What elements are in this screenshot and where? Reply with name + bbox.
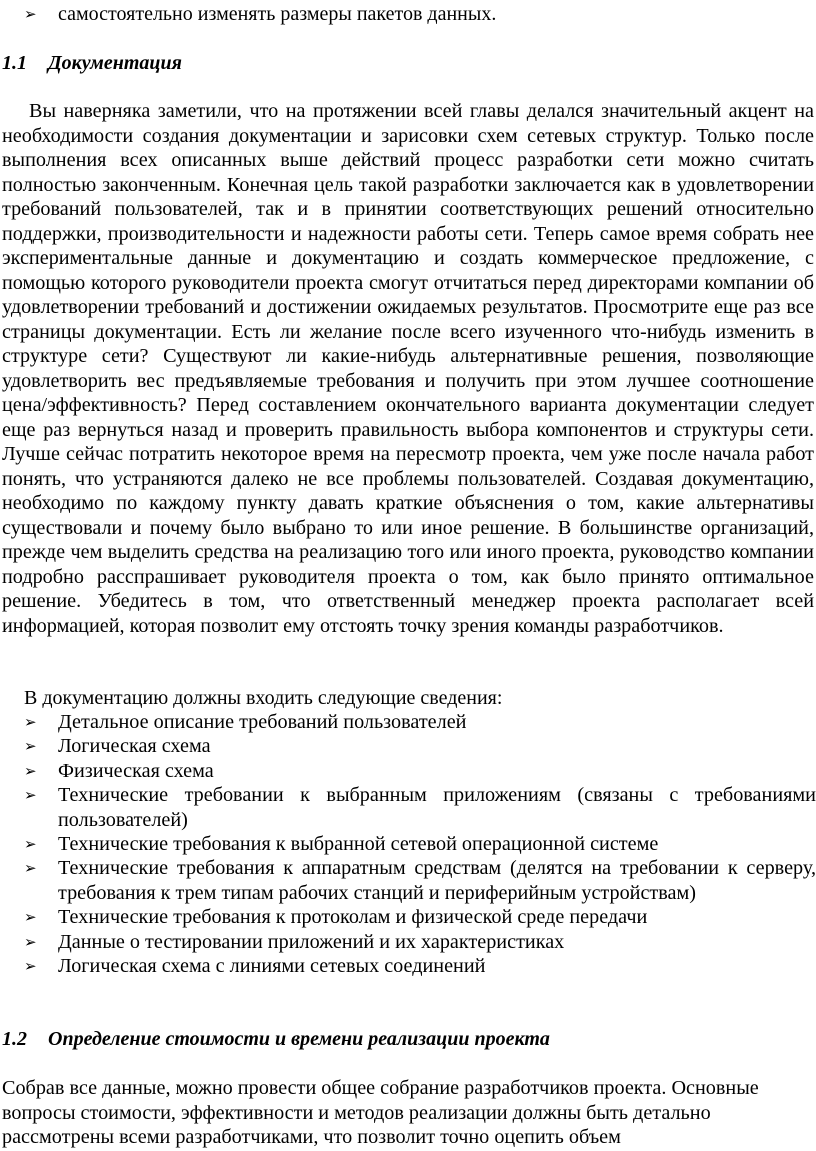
arrow-bullet-icon: ➢	[24, 5, 37, 23]
arrow-bullet-icon: ➢	[24, 835, 37, 854]
list-item: ➢ Логическая схема с линиями сетевых соединений	[24, 955, 486, 978]
top-bullet-text: самостоятельно изменять размеры пакетов данных.	[58, 3, 497, 25]
list-item: ➢ Технические требовании к выбранным приложениям (связаны с требованиями пользователей)	[24, 784, 816, 831]
section-title: Документация	[48, 52, 182, 74]
arrow-bullet-icon: ➢	[24, 737, 37, 756]
section-heading-1	[2, 51, 182, 76]
section-heading-2	[2, 1027, 550, 1052]
list-item: ➢ Технические требования к протоколам и физической среде передачи	[24, 906, 648, 929]
list-intro: В документацию должны входить следующие сведения:	[24, 687, 503, 709]
list-item: ➢ Детальное описание требований пользователей	[24, 711, 467, 733]
documentation-paragraph: Вы наверняка заметили, что на протяжении всей главы делался значительный акцент на необходимости создания документации и зарисовки схем сетевых структур. Только после выполнения всех описанных выше действий процесс разработки сети можно считать полностью законченным. Конечная цель такой разработки заключается как в удовлетворении требований пользователей, так и в принятии соответствующих решений относительно поддержки, производительности и надежности работы сети. Теперь самое время собрать нее экспериментальные данные и документацию и создать коммерческое предложение, с помощью которого руководители проекта смогут отчитаться перед директорами компании об удовлетворении требований и достижении ожидаемых результатов. Просмотрите еще раз все страницы документации. Есть ли желание после всего изученного что-нибудь изменить в структуре сети? Существуют ли какие-нибудь альтернативные решения, позволяющие удовлетворить вес предъявляемые требования и получить при этом лучшее соотношение цена/эффективность? Перед составлением окончательного варианта документации следует еще раз вернуться назад и проверить правильность выбора компонентов и структуры сети. Лучше сейчас потратить некоторое время на пересмотр проекта, чем уже после начала работ понять, что устраняются далеко не все проблемы пользователей. Создавая документацию, необходимо по каждому пункту давать краткие объяснения о том, какие альтернативы существовали и почему было выбрано то или иное решение. В большинстве организаций, прежде чем выделить средства на реализацию того или иного проекта, руководство компании подробно расспрашивает руководителя проекта о том, как было принято оптимальное решение. Убедитесь в том, что ответственный менеджер проекта располагает всей информацией, которая позволит ему отстоять точку зрения команды разработчиков.	[2, 100, 814, 637]
section-title: Определение стоимости и времени реализации проекта	[48, 1028, 550, 1050]
arrow-bullet-icon: ➢	[24, 713, 37, 731]
top-bullet	[24, 2, 496, 27]
cost-paragraph: Собрав все данные, можно провести общее собрание разработчиков проекта. Основные вопросы стоимости, эффективности и методов реализации должны быть детально рассмотрены всеми разработчиками, что позволит точно оцепить объем	[2, 1077, 759, 1148]
arrow-bullet-icon: ➢	[24, 932, 37, 951]
arrow-bullet-icon: ➢	[24, 908, 37, 927]
arrow-bullet-icon: ➢	[24, 859, 37, 878]
documentation-contents-list	[24, 710, 816, 978]
list-item: ➢ Физическая схема	[24, 759, 214, 782]
section-number: 1.2	[2, 1028, 27, 1050]
list-item: ➢ Логическая схема	[24, 735, 211, 758]
arrow-bullet-icon: ➢	[24, 786, 37, 805]
arrow-bullet-icon: ➢	[24, 761, 37, 780]
list-item: ➢ Технические требования к выбранной сетевой операционной системе	[24, 833, 659, 856]
list-item: ➢ Технические требования к аппаратным средствам (делятся на требовании к серверу, требования к трем типам рабочих станций и периферийным устройствам)	[24, 857, 816, 904]
list-item: ➢ Данные о тестировании приложений и их характеристиках	[24, 930, 565, 953]
section-number: 1.1	[2, 52, 27, 74]
arrow-bullet-icon: ➢	[24, 957, 37, 976]
